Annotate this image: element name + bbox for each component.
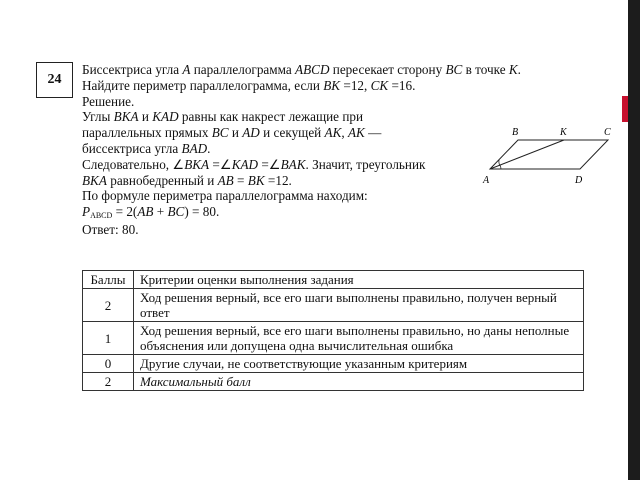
label-D: D xyxy=(575,175,583,186)
table-header-row xyxy=(83,271,584,289)
text: параллелограмма xyxy=(190,62,296,77)
text: Углы xyxy=(82,109,114,125)
var: ABCD xyxy=(295,62,330,77)
text: параллельных прямых xyxy=(82,125,212,141)
solution-line-1 xyxy=(82,109,602,125)
grading-criteria-table xyxy=(82,270,584,391)
task-number: 24 xyxy=(47,72,62,87)
row-score: 2 xyxy=(83,373,134,391)
var: BAD xyxy=(181,140,208,156)
text: Найдите периметр параллелограмма, если xyxy=(82,77,324,93)
parallelogram-figure xyxy=(478,124,618,204)
text: Следовательно, ∠ xyxy=(82,156,185,172)
text: . xyxy=(207,140,211,156)
problem-line-2 xyxy=(82,78,602,94)
text: и xyxy=(138,109,153,125)
task-number-box xyxy=(36,62,73,98)
slide-edge-stripe xyxy=(628,0,640,480)
text: пересекает сторону xyxy=(329,62,446,77)
var: AD xyxy=(242,125,260,141)
label-C: C xyxy=(604,127,611,138)
text: =∠ xyxy=(209,156,232,172)
bisector-line xyxy=(490,140,564,169)
text: . xyxy=(517,62,521,77)
var: BC xyxy=(211,125,229,141)
var: BC xyxy=(445,62,463,77)
var: BKA xyxy=(184,156,210,172)
top-bar xyxy=(0,0,640,20)
text: =12. xyxy=(264,172,292,188)
solution-heading: Решение. xyxy=(82,93,135,109)
text: + xyxy=(153,204,168,220)
text: равны как накрест лежащие при xyxy=(178,109,364,125)
text: и секущей xyxy=(259,125,325,141)
row-criteria-max: Максимальный балл xyxy=(134,373,584,391)
text: . Значит, треугольник xyxy=(305,156,426,172)
var: AK xyxy=(324,125,342,141)
text: ) = 80. xyxy=(184,204,220,220)
text: = xyxy=(233,172,248,188)
var: A xyxy=(182,62,191,77)
text: =∠ xyxy=(258,156,281,172)
var: AK xyxy=(347,125,365,141)
table-row xyxy=(83,289,584,322)
subscript: ABCD xyxy=(90,211,113,221)
text: равнобедренный и xyxy=(106,172,218,188)
header-score: Баллы xyxy=(83,271,134,289)
var: BKA xyxy=(82,172,107,188)
table-row xyxy=(83,373,584,391)
text: и xyxy=(228,125,243,141)
header-criteria: Критерии оценки выполнения задания xyxy=(134,271,584,289)
answer-line: Ответ: 80. xyxy=(82,221,139,237)
var: K xyxy=(508,62,518,77)
text: =12, xyxy=(340,77,371,93)
var: BKA xyxy=(113,109,139,125)
label-A: A xyxy=(483,175,490,186)
var: BAK xyxy=(280,156,306,172)
text: =16. xyxy=(388,77,416,93)
text: Биссектриса угла xyxy=(82,62,183,77)
problem-line-1 xyxy=(82,62,602,78)
parallelogram-shape xyxy=(490,140,608,169)
text: , xyxy=(341,125,348,141)
label-K: K xyxy=(560,127,567,138)
var: KAD xyxy=(231,156,259,172)
row-criteria: Ход решения верный, все его шаги выполнены правильно, получен верный ответ xyxy=(134,289,584,322)
row-score: 2 xyxy=(83,289,134,322)
angle-arc-2 xyxy=(500,165,501,169)
row-criteria: Ход решения верный, все его шаги выполнены правильно, но даны неполные объяснения или допущена одна вычислительная ошибка xyxy=(134,322,584,355)
var: AB xyxy=(217,172,234,188)
var: BK xyxy=(323,77,341,93)
row-score: 1 xyxy=(83,322,134,355)
label-B: B xyxy=(512,127,519,138)
table-row xyxy=(83,322,584,355)
var: KAD xyxy=(152,109,179,125)
text: биссектриса угла xyxy=(82,140,182,156)
table-row xyxy=(83,355,584,373)
slide-accent-mark xyxy=(622,96,628,122)
text: в точке xyxy=(462,62,509,77)
row-criteria: Другие случаи, не соответствующие указанным критериям xyxy=(134,355,584,373)
row-score: 0 xyxy=(83,355,134,373)
var: AB xyxy=(137,204,154,220)
text: — xyxy=(364,125,382,141)
var: P xyxy=(82,204,91,220)
var: BK xyxy=(247,172,265,188)
var: CK xyxy=(370,77,389,93)
perimeter-formula xyxy=(82,204,602,222)
text: = 2( xyxy=(112,204,138,220)
solution-line-6: По формуле периметра параллелограмма находим: xyxy=(82,188,368,204)
var: BC xyxy=(167,204,185,220)
